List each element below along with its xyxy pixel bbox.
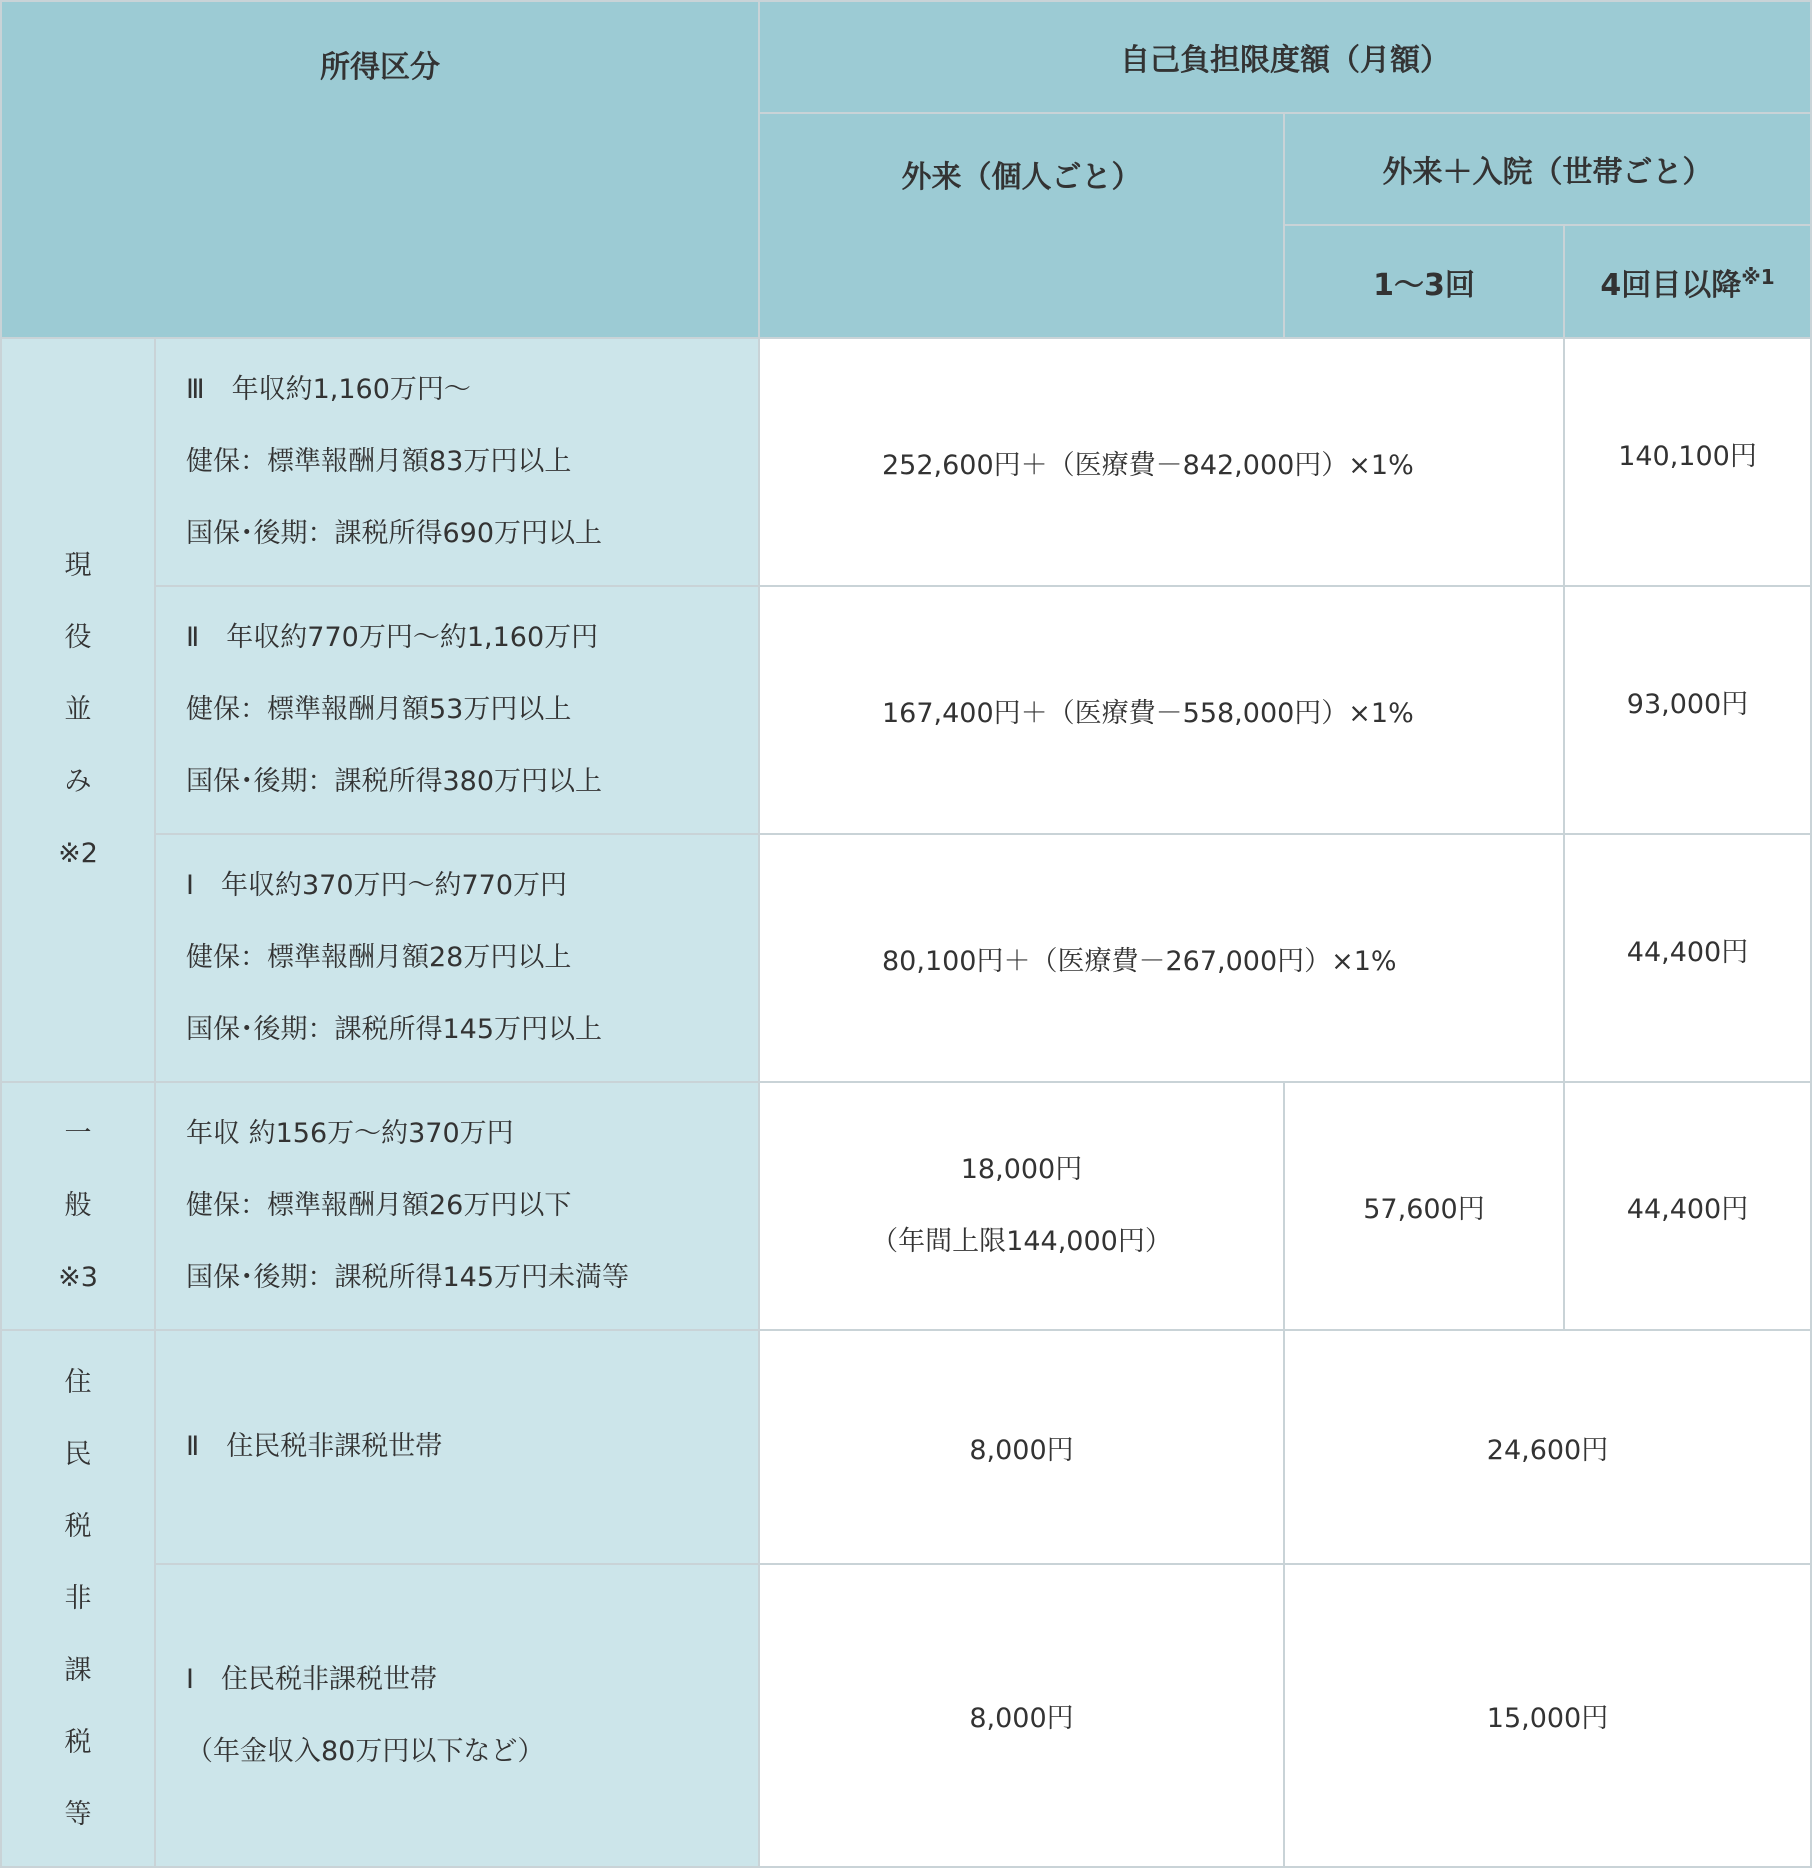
header-income-category: 所得区分 (1, 1, 759, 338)
income-description: Ⅰ 住民税非課税世帯 （年金収入80万円以下など） (155, 1564, 759, 1867)
limit-household: 24,600円 (1284, 1330, 1811, 1564)
limit-formula: 252,600円＋（医療費－842,000円）×1% (759, 338, 1564, 586)
header-times-1-3: 1～3回 (1284, 225, 1564, 338)
header-outpatient-individual: 外来（個人ごと） (759, 113, 1284, 338)
header-times-4-plus: 4回目以降$^{※1}$ (1564, 225, 1811, 338)
limit-outpatient: 18,000円 （年間上限144,000円） (759, 1082, 1284, 1330)
limit-fourth-plus: 44,400円 (1564, 1082, 1811, 1330)
table-row (1, 1564, 1811, 1867)
table-row (1, 1330, 1811, 1564)
annual-cap-note: （年間上限144,000円） (871, 1226, 1172, 1257)
note-marker: ※1 (1741, 264, 1775, 289)
category-hikazei: 住 民 税 非 課 税 等 (1, 1330, 155, 1867)
table-row (1, 586, 1811, 834)
table-row (1, 338, 1811, 586)
table-row (1, 1082, 1811, 1330)
category-genekinami: 現 役 並 み ※2 (1, 338, 155, 1082)
category-ippan: 一 般 ※3 (1, 1082, 155, 1330)
income-description: Ⅱ 年収約770万円～約1,160万円 健保：標準報酬月額53万円以上 国保･後期：課税所得380万円以上 (155, 586, 759, 834)
table-row (1, 834, 1811, 1082)
header-outpatient-inpatient-household: 外来＋入院（世帯ごと） (1284, 113, 1811, 225)
limit-fourth-plus: 140,100円 (1564, 338, 1811, 586)
income-description: Ⅲ 年収約1,160万円～ 健保：標準報酬月額83万円以上 国保･後期：課税所得690万円以上 (155, 338, 759, 586)
limit-outpatient: 8,000円 (759, 1330, 1284, 1564)
limit-fourth-plus: 93,000円 (1564, 586, 1811, 834)
limit-formula: 167,400円＋（医療費－558,000円）×1% (759, 586, 1564, 834)
limit-fourth-plus: 44,400円 (1564, 834, 1811, 1082)
limit-outpatient: 8,000円 (759, 1564, 1284, 1867)
income-description: Ⅰ 年収約370万円～約770万円 健保：標準報酬月額28万円以上 国保･後期：課税所得145万円以上 (155, 834, 759, 1082)
income-description: 年収 約156万～約370万円 健保：標準報酬月額26万円以下 国保･後期：課税所得145万円未満等 (155, 1082, 759, 1330)
limit-formula: 80,100円＋（医療費－267,000円）×1% (759, 834, 1564, 1082)
limit-household: 15,000円 (1284, 1564, 1811, 1867)
income-description: Ⅱ 住民税非課税世帯 (155, 1330, 759, 1564)
limit-times-1-3: 57,600円 (1284, 1082, 1564, 1330)
header-limit-monthly: 自己負担限度額（月額） (759, 1, 1811, 113)
